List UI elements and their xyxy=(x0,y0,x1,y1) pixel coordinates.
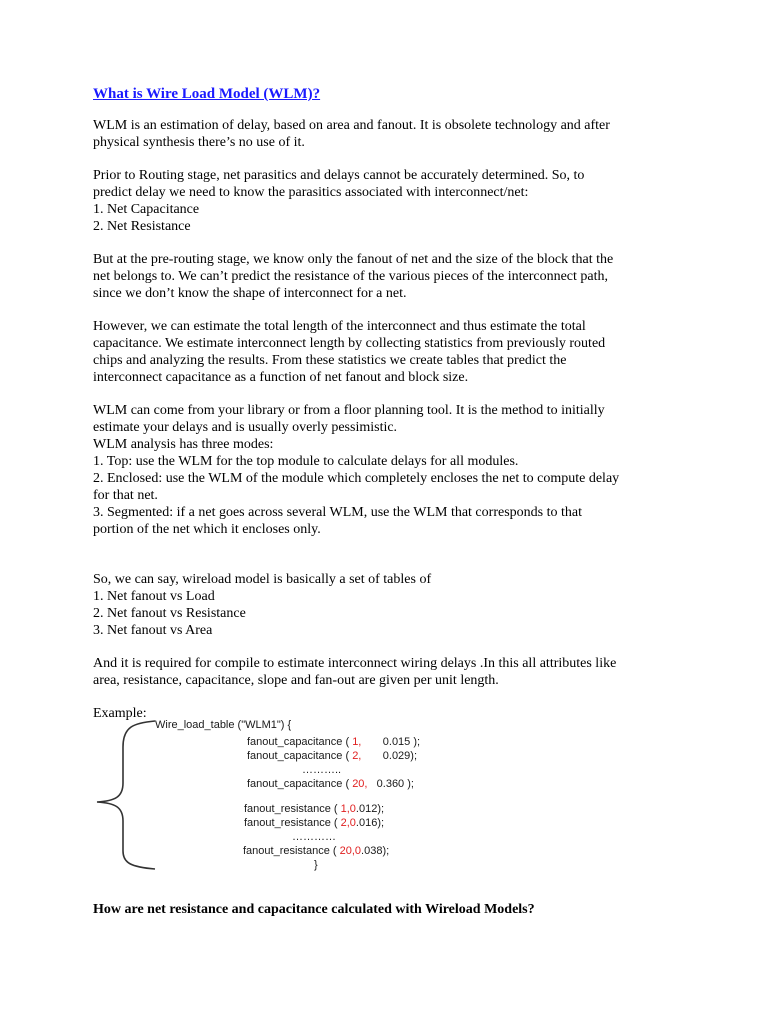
paragraph-intro xyxy=(93,117,693,151)
code-line-resistance-2: fanout_resistance ( 2,0.016); xyxy=(244,817,385,829)
paragraph-compile xyxy=(93,655,693,689)
text-line: Prior to Routing stage, net parasitics and delays cannot be accurately determined. So, to xyxy=(93,168,585,183)
code-ellipsis: ………… xyxy=(292,831,336,843)
list-item: 1. Top: use the WLM for the top module to calculate delays for all modules. xyxy=(93,454,519,469)
code-line-capacitance-2: fanout_capacitance ( 2, 0.029); xyxy=(247,750,418,762)
text-line: estimate your delays and is usually overly pessimistic. xyxy=(93,420,398,435)
curly-brace-icon xyxy=(93,713,163,873)
list-item-continued: portion of the net which it encloses only. xyxy=(93,522,321,537)
section-heading-question: How are net resistance and capacitance calculated with Wireload Models? xyxy=(93,902,535,917)
text-line: So, we can say, wireload model is basically a set of tables of xyxy=(93,572,432,587)
text-line: area, resistance, capacitance, slope and fan-out are given per unit length. xyxy=(93,673,499,688)
example-label: Example: xyxy=(93,706,147,721)
code-header: Wire_load_table ("WLM1") { xyxy=(155,719,292,731)
code-line-resistance-1: fanout_resistance ( 1,0.012); xyxy=(244,803,385,815)
list-item-continued: for that net. xyxy=(93,488,158,503)
text-line: chips and analyzing the results. From these statistics we create tables that predict the xyxy=(93,353,567,368)
paragraph-estimate xyxy=(93,318,693,386)
text-line: predict delay we need to know the parasitics associated with interconnect/net: xyxy=(93,185,529,200)
code-ellipsis: ……….. xyxy=(302,764,342,776)
list-item: 1. Net fanout vs Load xyxy=(93,589,215,604)
paragraph-modes xyxy=(93,402,693,538)
code-line-capacitance-3: fanout_capacitance ( 20, 0.360 ); xyxy=(247,778,414,790)
code-line-capacitance-1: fanout_capacitance ( 1, 0.015 ); xyxy=(247,736,421,748)
list-item: 2. Net fanout vs Resistance xyxy=(93,606,246,621)
page-title-link[interactable]: What is Wire Load Model (WLM)? xyxy=(93,86,321,102)
text-line: WLM can come from your library or from a floor planning tool. It is the method to initially xyxy=(93,403,605,418)
code-line-resistance-3: fanout_resistance ( 20,0.038); xyxy=(243,845,390,857)
text-line: WLM is an estimation of delay, based on area and fanout. It is obsolete technology and after xyxy=(93,118,610,133)
document-body xyxy=(93,85,693,870)
list-item: 1. Net Capacitance xyxy=(93,202,200,217)
text-line: capacitance. We estimate interconnect length by collecting statistics from previously routed xyxy=(93,336,606,351)
code-closing-brace: } xyxy=(314,859,318,871)
text-line: net belongs to. We can’t predict the resistance of the various pieces of the interconnect path, xyxy=(93,269,609,284)
list-item: 3. Net fanout vs Area xyxy=(93,623,213,638)
list-item: 2. Net Resistance xyxy=(93,219,191,234)
example-figure xyxy=(93,705,693,870)
paragraph-tables xyxy=(93,571,693,639)
text-line: WLM analysis has three modes: xyxy=(93,437,274,452)
text-line: However, we can estimate the total length of the interconnect and thus estimate the total xyxy=(93,319,586,334)
text-line: physical synthesis there’s no use of it. xyxy=(93,135,305,150)
list-item: 2. Enclosed: use the WLM of the module which completely encloses the net to compute delay xyxy=(93,471,620,486)
text-line: interconnect capacitance as a function of net fanout and block size. xyxy=(93,370,469,385)
text-line: But at the pre-routing stage, we know only the fanout of net and the size of the block that the xyxy=(93,252,614,267)
list-item: 3. Segmented: if a net goes across several WLM, use the WLM that corresponds to that xyxy=(93,505,582,520)
text-line: And it is required for compile to estimate interconnect wiring delays .In this all attributes like xyxy=(93,656,617,671)
paragraph-pre-routing xyxy=(93,251,693,302)
text-line: since we don’t know the shape of interconnect for a net. xyxy=(93,286,407,301)
paragraph-routing xyxy=(93,167,693,235)
